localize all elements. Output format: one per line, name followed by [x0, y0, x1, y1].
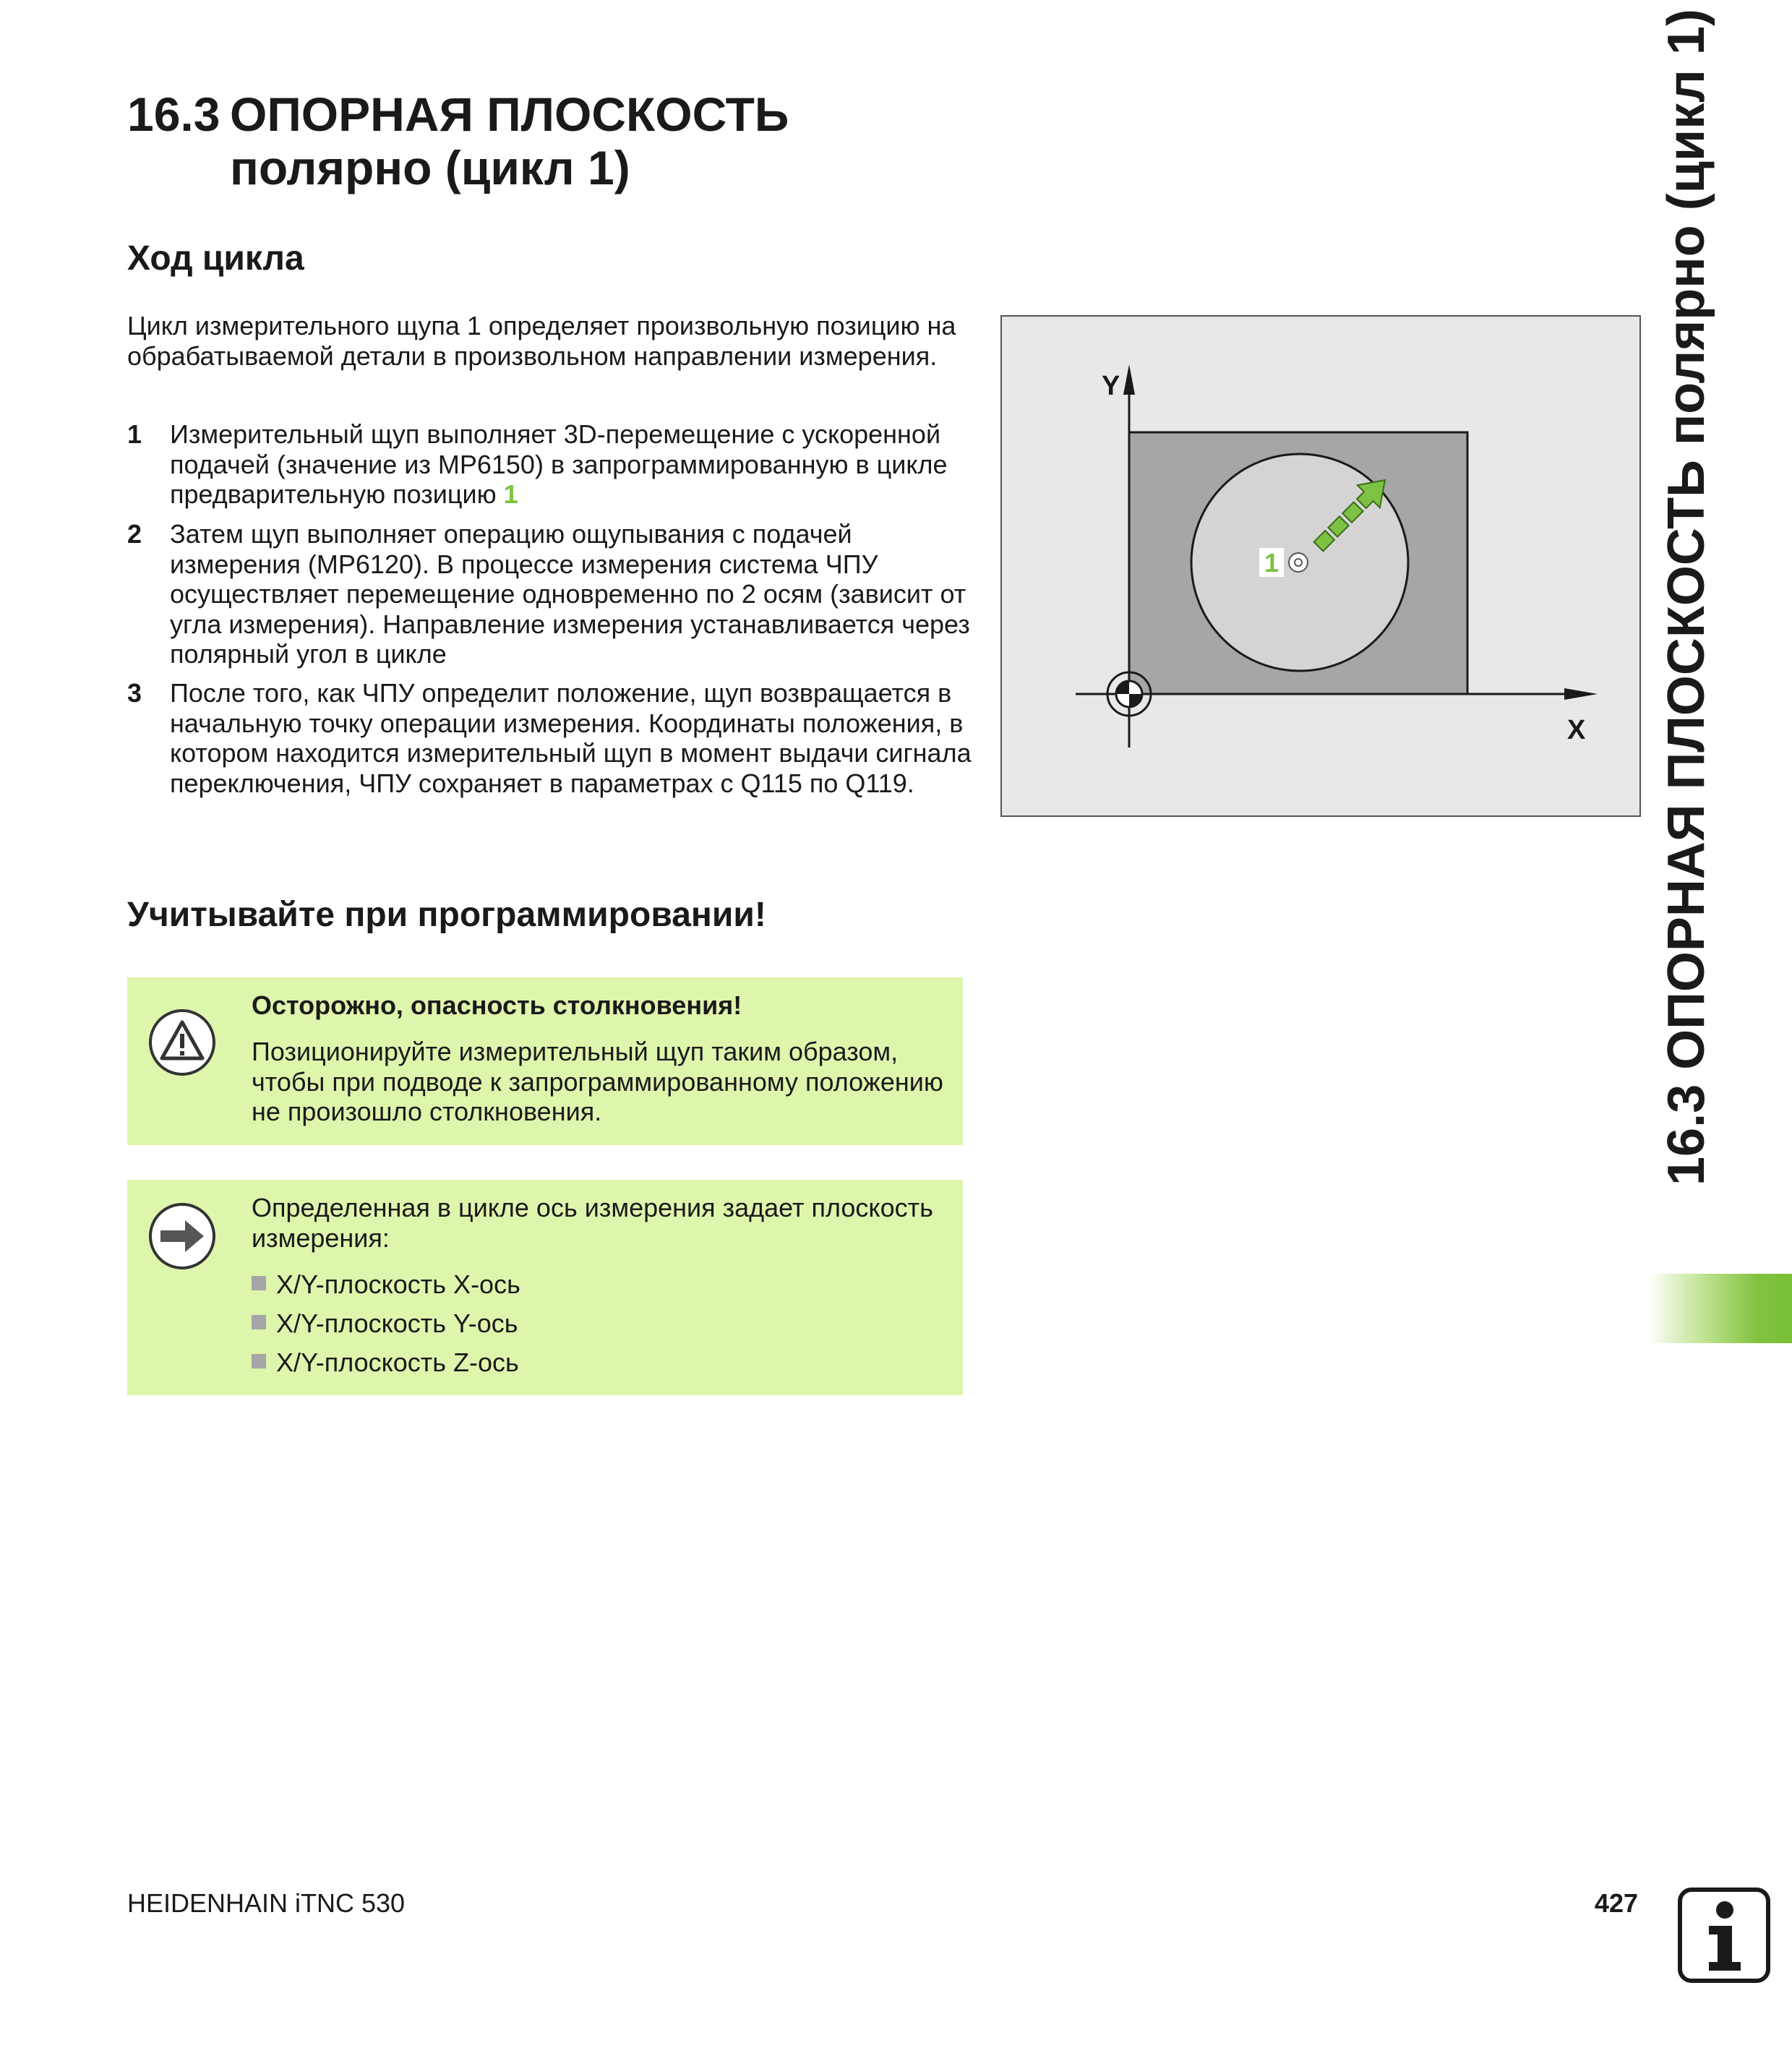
list-item: [252, 1269, 520, 1300]
step-text: Затем щуп выполняет операцию ощупывания с подачей измерения (MP6120). В процессе измерения система ЧПУ осуществляет перемещение одновременно по 2 осям (зависит от угла измерения). Направление измерения устанавливается через полярный угол в цикле: [170, 519, 970, 669]
section-number: 16.3: [127, 87, 220, 141]
page-title-line1: ОПОРНАЯ ПЛОСКОСТЬ: [230, 87, 789, 141]
bullet-square-icon: [252, 1315, 266, 1329]
y-axis-label: Y: [1102, 371, 1120, 401]
cycle-intro: Цикл измерительного щупа 1 определяет произвольную позицию на обрабатываемой детали в произвольном направлении измерения.: [127, 311, 956, 371]
step-number: 3: [127, 678, 142, 708]
step-number: 2: [127, 519, 142, 549]
list-item: [252, 1348, 519, 1378]
footer-product: HEIDENHAIN iTNC 530: [127, 1888, 406, 1918]
arrow-right-icon: [147, 1201, 217, 1271]
list-item-text: X/Y-плоскость X-ось: [276, 1269, 520, 1299]
step-highlight: 1: [503, 479, 518, 509]
info-text: Определенная в цикле ось измерения задает плоскость измерения:: [252, 1193, 933, 1253]
step-text-content: Измерительный щуп выполняет 3D-перемещение с ускоренной подачей (значение из MP6150) в запрограммированную в цикле предварительную позицию: [170, 419, 948, 509]
step-number: 1: [127, 419, 142, 449]
cycle-heading: Ход цикла: [127, 239, 304, 278]
list-item: [252, 1308, 518, 1339]
step-text: [170, 419, 972, 510]
programming-heading: Учитывайте при программировании!: [127, 896, 766, 934]
probe-point-marker: [1289, 553, 1308, 572]
cycle-diagram: [1000, 315, 1641, 817]
list-item-text: X/Y-плоскость Z-ось: [276, 1348, 519, 1377]
info-icon[interactable]: [1677, 1887, 1771, 1984]
side-tab-marker: [1648, 1274, 1792, 1343]
page-title-line2: полярно (цикл 1): [230, 141, 630, 194]
side-tab-title: 16.3 ОПОРНАЯ ПЛОСКОСТЬ полярно (цикл 1): [1658, 9, 1715, 1186]
warning-title: Осторожно, опасность столкновения!: [252, 990, 742, 1020]
x-axis-label: X: [1567, 715, 1586, 745]
warning-text: Позиционируйте измерительный щуп таким образом, чтобы при подводе к запрограммированному положению не произошло столкновения.: [252, 1037, 943, 1126]
step-text: После того, как ЧПУ определит положение, щуп возвращается в начальную точку операции измерения. Координаты положения, в котором находится измерительный щуп в момент выдачи сигнала переключения, ЧПУ сохраняет в параметрах с Q115 по Q119.: [170, 678, 972, 798]
warning-triangle-icon: [147, 1008, 217, 1077]
bullet-square-icon: [252, 1354, 266, 1368]
bullet-square-icon: [252, 1276, 266, 1290]
point-label: 1: [1264, 548, 1279, 578]
list-item-text: X/Y-плоскость Y-ось: [276, 1308, 518, 1338]
page-number: 427: [1594, 1888, 1638, 1918]
warning-note: [127, 977, 963, 1145]
info-note: [127, 1180, 963, 1395]
